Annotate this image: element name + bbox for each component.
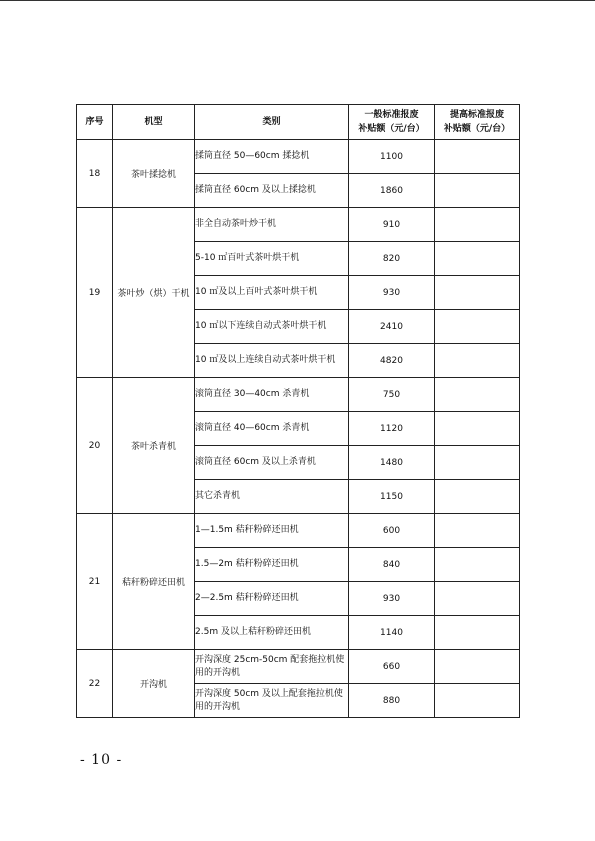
category-cell: 5-10 ㎡百叶式茶叶烘干机: [195, 242, 349, 276]
general-subsidy-cell: 910: [349, 208, 435, 242]
machine-model: 开沟机: [113, 650, 195, 718]
raised-subsidy-cell: [435, 684, 520, 718]
category-cell: 其它杀青机: [195, 480, 349, 514]
table-row: [77, 514, 520, 548]
machine-model: 秸秆粉碎还田机: [113, 514, 195, 650]
general-subsidy-cell: 1150: [349, 480, 435, 514]
raised-subsidy-cell: [435, 650, 520, 684]
table-body: [77, 140, 520, 718]
general-subsidy-cell: 750: [349, 378, 435, 412]
table-row: [77, 140, 520, 174]
general-subsidy-cell: 1480: [349, 446, 435, 480]
raised-subsidy-cell: [435, 378, 520, 412]
raised-subsidy-cell: [435, 616, 520, 650]
general-subsidy-cell: 2410: [349, 310, 435, 344]
header-raised-standard: 提高标准报废 补贴额（元/台）: [435, 105, 520, 140]
raised-subsidy-cell: [435, 310, 520, 344]
general-subsidy-cell: 1100: [349, 140, 435, 174]
general-subsidy-cell: 1860: [349, 174, 435, 208]
general-subsidy-cell: 930: [349, 582, 435, 616]
header-row: [77, 105, 520, 140]
general-subsidy-cell: 820: [349, 242, 435, 276]
category-cell: 滚筒直径 40—60cm 杀青机: [195, 412, 349, 446]
table-row: [77, 650, 520, 684]
category-cell: 滚筒直径 60cm 及以上杀青机: [195, 446, 349, 480]
category-cell: 开沟深度 50cm 及以上配套拖拉机使用的开沟机: [195, 684, 349, 718]
general-subsidy-cell: 660: [349, 650, 435, 684]
general-subsidy-cell: 930: [349, 276, 435, 310]
header-category: 类别: [195, 105, 349, 140]
category-cell: 10 ㎡及以上连续自动式茶叶烘干机: [195, 344, 349, 378]
header-model: 机型: [113, 105, 195, 140]
header-no: 序号: [77, 105, 113, 140]
raised-subsidy-cell: [435, 208, 520, 242]
category-cell: 滚筒直径 30—40cm 杀青机: [195, 378, 349, 412]
category-cell: 开沟深度 25cm-50cm 配套拖拉机使用的开沟机: [195, 650, 349, 684]
category-cell: 揉筒直径 50—60cm 揉捻机: [195, 140, 349, 174]
header-general-standard: 一般标准报废 补贴额（元/台）: [349, 105, 435, 140]
raised-subsidy-cell: [435, 140, 520, 174]
category-cell: 10 ㎡及以上百叶式茶叶烘干机: [195, 276, 349, 310]
raised-subsidy-cell: [435, 582, 520, 616]
raised-subsidy-cell: [435, 480, 520, 514]
row-number: 18: [77, 140, 113, 208]
top-rule: [0, 0, 595, 1]
raised-subsidy-cell: [435, 276, 520, 310]
table-row: [77, 378, 520, 412]
raised-subsidy-cell: [435, 242, 520, 276]
general-subsidy-cell: 1120: [349, 412, 435, 446]
category-cell: 2—2.5m 秸秆粉碎还田机: [195, 582, 349, 616]
page-number: - 10 -: [80, 752, 123, 768]
general-subsidy-cell: 4820: [349, 344, 435, 378]
machine-model: 茶叶炒（烘）干机: [113, 208, 195, 378]
row-number: 20: [77, 378, 113, 514]
subsidy-table: [76, 104, 520, 718]
general-subsidy-cell: 840: [349, 548, 435, 582]
machine-model: 茶叶揉捻机: [113, 140, 195, 208]
row-number: 19: [77, 208, 113, 378]
category-cell: 10 ㎡以下连续自动式茶叶烘干机: [195, 310, 349, 344]
category-cell: 1.5—2m 秸秆粉碎还田机: [195, 548, 349, 582]
raised-subsidy-cell: [435, 412, 520, 446]
raised-subsidy-cell: [435, 446, 520, 480]
raised-subsidy-cell: [435, 344, 520, 378]
category-cell: 2.5m 及以上秸秆粉碎还田机: [195, 616, 349, 650]
raised-subsidy-cell: [435, 514, 520, 548]
category-cell: 1—1.5m 秸秆粉碎还田机: [195, 514, 349, 548]
general-subsidy-cell: 600: [349, 514, 435, 548]
general-subsidy-cell: 1140: [349, 616, 435, 650]
raised-subsidy-cell: [435, 548, 520, 582]
table-row: [77, 208, 520, 242]
general-subsidy-cell: 880: [349, 684, 435, 718]
row-number: 21: [77, 514, 113, 650]
raised-subsidy-cell: [435, 174, 520, 208]
machine-model: 茶叶杀青机: [113, 378, 195, 514]
category-cell: 揉筒直径 60cm 及以上揉捻机: [195, 174, 349, 208]
category-cell: 非全自动茶叶炒干机: [195, 208, 349, 242]
row-number: 22: [77, 650, 113, 718]
